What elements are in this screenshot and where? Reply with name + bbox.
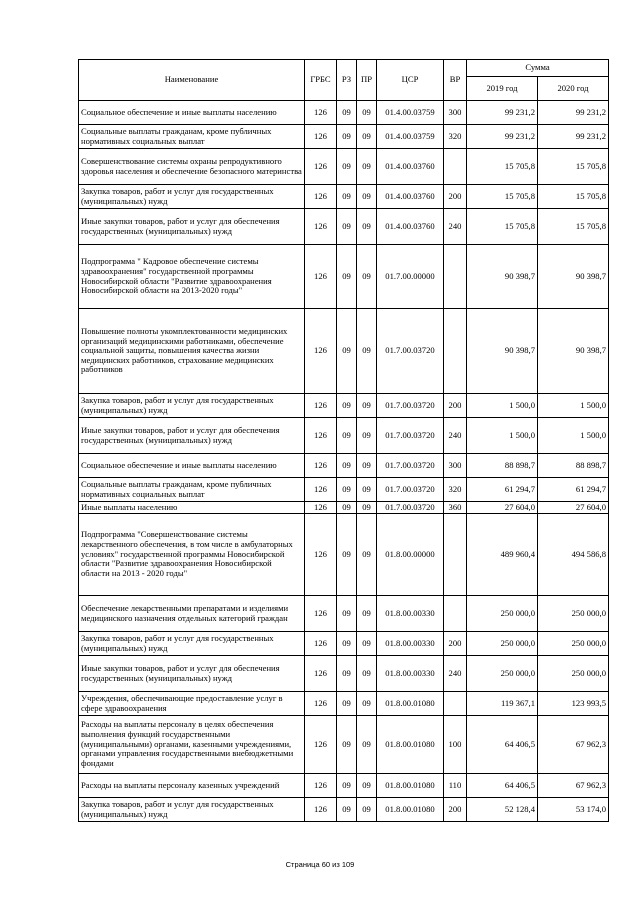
- row-vr: 200: [444, 798, 467, 822]
- row-vr: 240: [444, 656, 467, 692]
- row-value-2020: 494 586,8: [538, 514, 609, 596]
- row-rz: 09: [337, 632, 357, 656]
- row-value-2020: 99 231,2: [538, 125, 609, 149]
- row-rz: 09: [337, 149, 357, 185]
- row-name: Закупка товаров, работ и услуг для государственных (муниципальных) нужд: [79, 632, 305, 656]
- row-rz: 09: [337, 774, 357, 798]
- row-vr: 300: [444, 454, 467, 478]
- row-rz: 09: [337, 656, 357, 692]
- row-value-2019: 119 367,1: [467, 692, 538, 716]
- row-csr: 01.7.00.03720: [377, 502, 444, 514]
- row-value-2019: 250 000,0: [467, 656, 538, 692]
- row-csr: 01.7.00.03720: [377, 309, 444, 394]
- row-value-2020: 88 898,7: [538, 454, 609, 478]
- row-name: Иные закупки товаров, работ и услуг для обеспечения государственных (муниципальных) нужд: [79, 656, 305, 692]
- row-name: Социальные выплаты гражданам, кроме публичных нормативных социальных выплат: [79, 478, 305, 502]
- row-rz: 09: [337, 514, 357, 596]
- row-value-2019: 27 604,0: [467, 502, 538, 514]
- table-row: [79, 502, 609, 514]
- row-grbs: 126: [305, 418, 337, 454]
- row-name: Закупка товаров, работ и услуг для государственных (муниципальных) нужд: [79, 394, 305, 418]
- row-pr: 09: [357, 185, 377, 209]
- row-value-2020: 15 705,8: [538, 185, 609, 209]
- row-pr: 09: [357, 454, 377, 478]
- row-name: Расходы на выплаты персоналу в целях обеспечения выполнения функций государственными (муниципальными) органами, казенными учреждениями, органами управления государственными внебюджетными фондами: [79, 716, 305, 774]
- row-name: Социальное обеспечение и иные выплаты населению: [79, 101, 305, 125]
- row-csr: 01.7.00.03720: [377, 454, 444, 478]
- row-name: Совершенствование системы охраны репродуктивного здоровья населения и обеспечение безопасного материнства: [79, 149, 305, 185]
- header-2019: 2019 год: [467, 77, 538, 101]
- row-rz: 09: [337, 454, 357, 478]
- row-grbs: 126: [305, 502, 337, 514]
- row-csr: 01.7.00.00000: [377, 245, 444, 309]
- row-value-2020: 67 962,3: [538, 774, 609, 798]
- table-row: [79, 394, 609, 418]
- row-pr: 09: [357, 418, 377, 454]
- row-value-2019: 99 231,2: [467, 125, 538, 149]
- row-grbs: 126: [305, 632, 337, 656]
- row-pr: 09: [357, 394, 377, 418]
- header-rz: РЗ: [337, 60, 357, 101]
- row-grbs: 126: [305, 245, 337, 309]
- row-value-2019: 64 406,5: [467, 774, 538, 798]
- row-value-2020: 123 993,5: [538, 692, 609, 716]
- row-value-2020: 15 705,8: [538, 209, 609, 245]
- row-pr: 09: [357, 245, 377, 309]
- row-pr: 09: [357, 514, 377, 596]
- row-value-2020: 250 000,0: [538, 656, 609, 692]
- budget-table: [78, 59, 609, 822]
- table-row: [79, 656, 609, 692]
- row-pr: 09: [357, 596, 377, 632]
- row-pr: 09: [357, 502, 377, 514]
- row-grbs: 126: [305, 394, 337, 418]
- table-row: [79, 185, 609, 209]
- table-row: [79, 149, 609, 185]
- page-number: Страница 60 из 109: [285, 860, 355, 869]
- row-csr: 01.4.00.03759: [377, 125, 444, 149]
- row-grbs: 126: [305, 209, 337, 245]
- row-csr: 01.8.00.01080: [377, 774, 444, 798]
- row-csr: 01.8.00.00330: [377, 596, 444, 632]
- row-vr: [444, 309, 467, 394]
- table-row: [79, 774, 609, 798]
- row-rz: 09: [337, 245, 357, 309]
- row-csr: 01.8.00.00330: [377, 632, 444, 656]
- row-grbs: 126: [305, 716, 337, 774]
- row-vr: 320: [444, 125, 467, 149]
- row-vr: [444, 245, 467, 309]
- row-name: Социальные выплаты гражданам, кроме публичных нормативных социальных выплат: [79, 125, 305, 149]
- row-rz: 09: [337, 692, 357, 716]
- row-pr: 09: [357, 774, 377, 798]
- row-grbs: 126: [305, 774, 337, 798]
- row-value-2020: 1 500,0: [538, 418, 609, 454]
- row-grbs: 126: [305, 101, 337, 125]
- row-value-2019: 90 398,7: [467, 309, 538, 394]
- row-pr: 09: [357, 692, 377, 716]
- row-vr: 200: [444, 394, 467, 418]
- row-rz: 09: [337, 309, 357, 394]
- row-value-2020: 1 500,0: [538, 394, 609, 418]
- row-rz: 09: [337, 798, 357, 822]
- header-grbs: ГРБС: [305, 60, 337, 101]
- row-csr: 01.7.00.03720: [377, 394, 444, 418]
- row-rz: 09: [337, 502, 357, 514]
- row-vr: 200: [444, 185, 467, 209]
- row-value-2019: 64 406,5: [467, 716, 538, 774]
- row-value-2019: 88 898,7: [467, 454, 538, 478]
- row-pr: 09: [357, 632, 377, 656]
- header-vr: ВР: [444, 60, 467, 101]
- row-value-2020: 27 604,0: [538, 502, 609, 514]
- table-row: [79, 454, 609, 478]
- row-value-2019: 61 294,7: [467, 478, 538, 502]
- row-name: Повышение полноты укомплектованности медицинских организаций медицинскими работниками, обеспечение социальной защиты, повышения качества жизни медицинских работников, страхование медицинских работников: [79, 309, 305, 394]
- row-grbs: 126: [305, 596, 337, 632]
- row-value-2019: 99 231,2: [467, 101, 538, 125]
- table-row: [79, 596, 609, 632]
- row-name: Расходы на выплаты персоналу казенных учреждений: [79, 774, 305, 798]
- row-grbs: 126: [305, 478, 337, 502]
- row-name: Закупка товаров, работ и услуг для государственных (муниципальных) нужд: [79, 798, 305, 822]
- row-value-2019: 250 000,0: [467, 632, 538, 656]
- table-body: [79, 101, 609, 822]
- row-grbs: 126: [305, 185, 337, 209]
- row-vr: 320: [444, 478, 467, 502]
- row-csr: 01.4.00.03760: [377, 149, 444, 185]
- table-row: [79, 309, 609, 394]
- row-value-2019: 15 705,8: [467, 209, 538, 245]
- row-value-2020: 250 000,0: [538, 596, 609, 632]
- row-pr: 09: [357, 478, 377, 502]
- row-rz: 09: [337, 418, 357, 454]
- table-row: [79, 245, 609, 309]
- row-grbs: 126: [305, 149, 337, 185]
- row-rz: 09: [337, 394, 357, 418]
- row-pr: 09: [357, 656, 377, 692]
- row-name: Социальное обеспечение и иные выплаты населению: [79, 454, 305, 478]
- header-sum: Сумма: [467, 60, 609, 77]
- table-row: [79, 418, 609, 454]
- table-row: [79, 514, 609, 596]
- table-row: [79, 716, 609, 774]
- row-pr: 09: [357, 125, 377, 149]
- row-grbs: 126: [305, 125, 337, 149]
- row-name: Подпрограмма " Кадровое обеспечение системы здравоохранения" государственной программы Новосибирской области "Развитие здравоохранения Новосибирской области на 2013-2020 годы": [79, 245, 305, 309]
- row-value-2019: 250 000,0: [467, 596, 538, 632]
- row-name: Иные закупки товаров, работ и услуг для обеспечения государственных (муниципальных) нужд: [79, 209, 305, 245]
- row-name: Учреждения, обеспечивающие предоставление услуг в сфере здравоохранения: [79, 692, 305, 716]
- header-csr: ЦСР: [377, 60, 444, 101]
- row-vr: [444, 149, 467, 185]
- row-value-2019: 52 128,4: [467, 798, 538, 822]
- row-value-2020: 99 231,2: [538, 101, 609, 125]
- row-pr: 09: [357, 209, 377, 245]
- table-row: [79, 478, 609, 502]
- header-2020: 2020 год: [538, 77, 609, 101]
- row-csr: 01.8.00.01080: [377, 692, 444, 716]
- row-csr: 01.8.00.00000: [377, 514, 444, 596]
- row-csr: 01.4.00.03760: [377, 209, 444, 245]
- row-value-2019: 15 705,8: [467, 185, 538, 209]
- row-vr: [444, 596, 467, 632]
- row-value-2020: 61 294,7: [538, 478, 609, 502]
- row-vr: 200: [444, 632, 467, 656]
- row-csr: 01.7.00.03720: [377, 418, 444, 454]
- row-rz: 09: [337, 209, 357, 245]
- row-csr: 01.8.00.01080: [377, 716, 444, 774]
- table-row: [79, 692, 609, 716]
- row-pr: 09: [357, 716, 377, 774]
- row-vr: 100: [444, 716, 467, 774]
- row-grbs: 126: [305, 309, 337, 394]
- table-row: [79, 209, 609, 245]
- row-vr: [444, 514, 467, 596]
- row-value-2019: 90 398,7: [467, 245, 538, 309]
- row-name: Иные закупки товаров, работ и услуг для обеспечения государственных (муниципальных) нужд: [79, 418, 305, 454]
- row-value-2020: 90 398,7: [538, 245, 609, 309]
- row-pr: 09: [357, 101, 377, 125]
- row-vr: [444, 692, 467, 716]
- row-rz: 09: [337, 478, 357, 502]
- row-value-2020: 90 398,7: [538, 309, 609, 394]
- row-grbs: 126: [305, 692, 337, 716]
- row-rz: 09: [337, 596, 357, 632]
- table-row: [79, 798, 609, 822]
- table-row: [79, 101, 609, 125]
- row-name: Подпрограмма "Совершенствование системы лекарственного обеспечения, в том числе в амбулаторных условиях" государственной программы Новосибирской области "Развитие здравоохранения Новосибирской области на 2013 - 2020 годы": [79, 514, 305, 596]
- row-csr: 01.8.00.00330: [377, 656, 444, 692]
- row-name: Закупка товаров, работ и услуг для государственных (муниципальных) нужд: [79, 185, 305, 209]
- header-pr: ПР: [357, 60, 377, 101]
- row-grbs: 126: [305, 514, 337, 596]
- row-name: Обеспечение лекарственными препаратами и изделиями медицинского назначения отдельных категорий граждан: [79, 596, 305, 632]
- table-row: [79, 125, 609, 149]
- row-csr: 01.8.00.01080: [377, 798, 444, 822]
- header-name: Наименование: [79, 60, 305, 101]
- row-pr: 09: [357, 309, 377, 394]
- row-vr: 360: [444, 502, 467, 514]
- row-value-2019: 489 960,4: [467, 514, 538, 596]
- row-grbs: 126: [305, 656, 337, 692]
- row-rz: 09: [337, 716, 357, 774]
- row-vr: 300: [444, 101, 467, 125]
- row-value-2019: 15 705,8: [467, 149, 538, 185]
- row-grbs: 126: [305, 798, 337, 822]
- row-pr: 09: [357, 798, 377, 822]
- row-rz: 09: [337, 185, 357, 209]
- row-value-2020: 53 174,0: [538, 798, 609, 822]
- row-csr: 01.7.00.03720: [377, 478, 444, 502]
- row-vr: 110: [444, 774, 467, 798]
- row-vr: 240: [444, 418, 467, 454]
- row-rz: 09: [337, 101, 357, 125]
- row-csr: 01.4.00.03760: [377, 185, 444, 209]
- row-value-2019: 1 500,0: [467, 394, 538, 418]
- row-value-2020: 67 962,3: [538, 716, 609, 774]
- table-row: [79, 632, 609, 656]
- row-value-2020: 15 705,8: [538, 149, 609, 185]
- row-pr: 09: [357, 149, 377, 185]
- row-csr: 01.4.00.03759: [377, 101, 444, 125]
- row-value-2019: 1 500,0: [467, 418, 538, 454]
- row-grbs: 126: [305, 454, 337, 478]
- row-value-2020: 250 000,0: [538, 632, 609, 656]
- row-name: Иные выплаты населению: [79, 502, 305, 514]
- row-vr: 240: [444, 209, 467, 245]
- row-rz: 09: [337, 125, 357, 149]
